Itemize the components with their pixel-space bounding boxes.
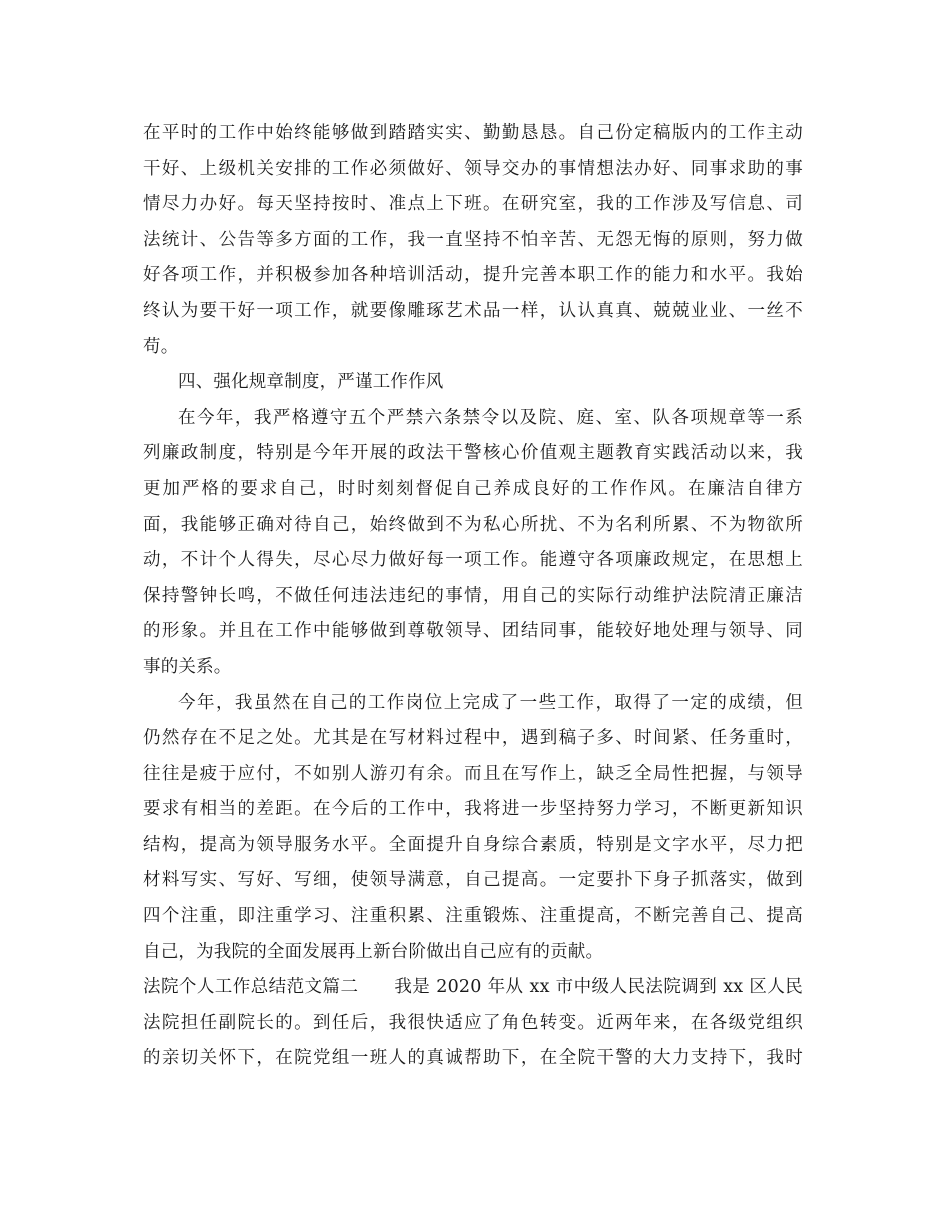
text-line: 的形象。并且在工作中能够做到尊敬领导、团结同事，能较好地处理与领导、同 bbox=[143, 621, 803, 642]
text-line: 材料写实、写好、写细，使领导满意，自己提高。一定要扑下身子抓落实，做到 bbox=[143, 870, 803, 891]
text-line: 四个注重，即注重学习、注重积累、注重锻炼、注重提高，不断完善自己、提高 bbox=[143, 906, 803, 927]
text-line: 干好、上级机关安排的工作必须做好、领导交办的事情想法办好、同事求助的事 bbox=[143, 158, 803, 179]
text-line: 面，我能够正确对待自己，始终做到不为私心所扰、不为名利所累、不为物欲所 bbox=[143, 514, 803, 535]
text-line: 法统计、公告等多方面的工作，我一直坚持不怕辛苦、无怨无悔的原则，努力做 bbox=[143, 229, 803, 250]
text-line: 今年，我虽然在自己的工作岗位上完成了一些工作，取得了一定的成绩，但 bbox=[178, 692, 803, 713]
text-line: 列廉政制度，特别是今年开展的政法干警核心价值观主题教育实践活动以来，我 bbox=[143, 443, 803, 464]
text-line: 四、强化规章制度，严谨工作作风 bbox=[178, 372, 444, 393]
text-line: 好各项工作，并积极参加各种培训活动，提升完善本职工作的能力和水平。我始 bbox=[143, 265, 803, 286]
text-line: 终认为要干好一项工作，就要像雕琢艺术品一样，认认真真、兢兢业业、一丝不 bbox=[143, 300, 803, 321]
text-line: 仍然存在不足之处。尤其是在写材料过程中，遇到稿子多、时间紧、任务重时， bbox=[143, 728, 803, 749]
text-line: 结构，提高为领导服务水平。全面提升自身综合素质，特别是文字水平，尽力把 bbox=[143, 834, 803, 855]
document-body bbox=[143, 116, 803, 1077]
text-line: 要求有相当的差距。在今后的工作中，我将进一步坚持努力学习，不断更新知识 bbox=[143, 799, 803, 820]
text-line: 苟。 bbox=[143, 336, 179, 357]
text-line: 动，不计个人得失，尽心尽力做好每一项工作。能遵守各项廉政规定，在思想上 bbox=[143, 550, 803, 571]
text-line: 自己，为我院的全面发展再上新台阶做出自己应有的贡献。 bbox=[143, 941, 604, 962]
text-line: 保持警钟长鸣，不做任何违法违纪的事情，用自己的实际行动维护法院清正廉洁 bbox=[143, 585, 803, 606]
text-line: 的亲切关怀下，在院党组一班人的真诚帮助下，在全院干警的大力支持下，我时 bbox=[143, 1048, 803, 1069]
text-line: 往往是疲于应付，不如别人游刃有余。而且在写作上，缺乏全局性把握，与领导 bbox=[143, 763, 803, 784]
text-line: 更加严格的要求自己，时时刻刻督促自己养成良好的工作作风。在廉洁自律方 bbox=[143, 478, 803, 499]
text-line: 法院个人工作总结范文篇二 我是 2020 年从 xx 市中级人民法院调到 xx 区人民 bbox=[143, 977, 803, 998]
text-line: 法院担任副院长的。到任后，我很快适应了角色转变。近两年来，在各级党组织 bbox=[143, 1012, 803, 1033]
text-line: 事的关系。 bbox=[143, 656, 232, 677]
text-line: 在平时的工作中始终能够做到踏踏实实、勤勤恳恳。自己份定稿版内的工作主动 bbox=[143, 123, 803, 143]
text-line: 在今年，我严格遵守五个严禁六条禁令以及院、庭、室、队各项规章等一系 bbox=[178, 407, 803, 428]
text-line: 情尽力办好。每天坚持按时、准点上下班。在研究室，我的工作涉及写信息、司 bbox=[143, 194, 803, 215]
